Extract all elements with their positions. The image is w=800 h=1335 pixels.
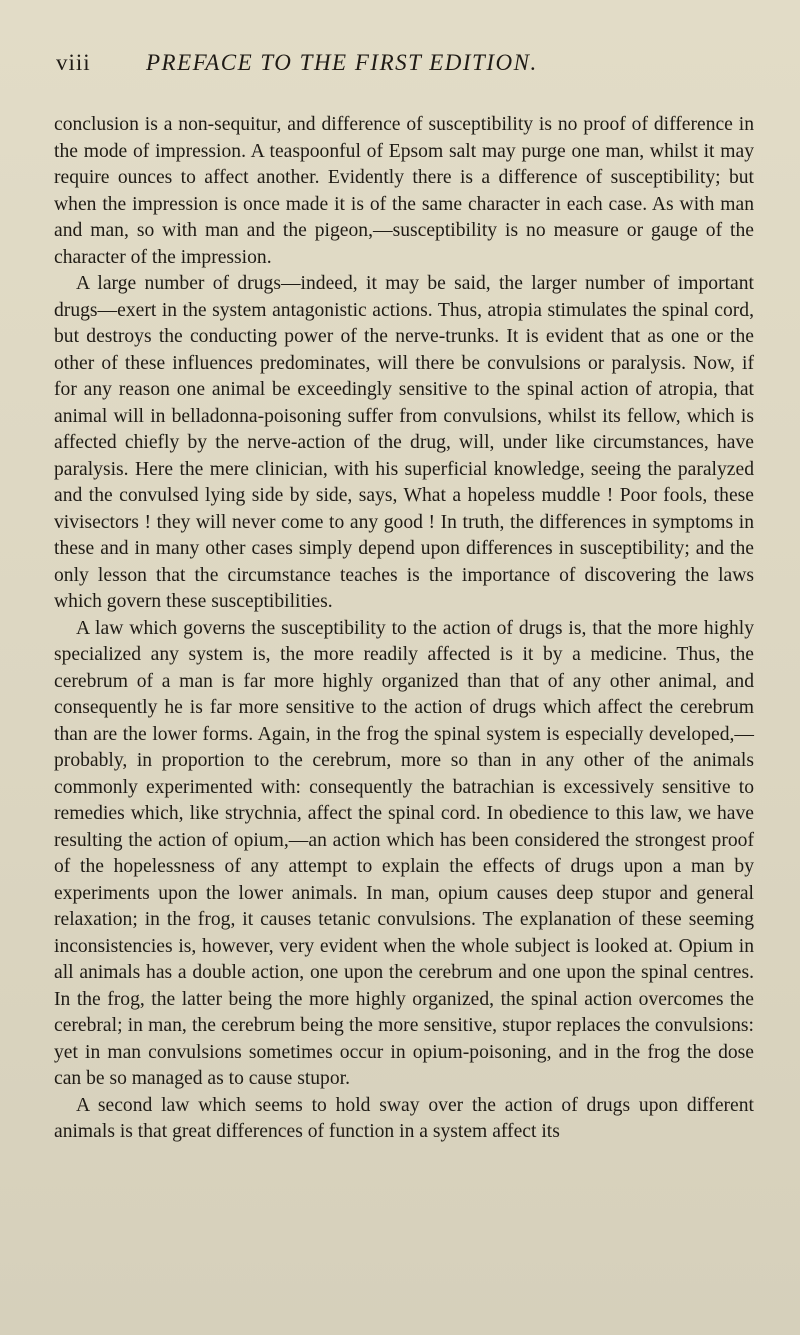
running-title: PREFACE TO THE FIRST EDITION. bbox=[146, 50, 538, 75]
paragraph-1: conclusion is a non-sequitur, and difference of susceptibility is no proof of difference in the mode of impression. A teaspoonful of Epsom salt may purge one man, whilst it may require ounces to affect another. Evidently there is a difference of susceptibility; but when the impression is once made it is of the same character in each case. As with man and man, so with man and the pigeon,—susceptibility is no measure or gauge of the character of the impression. bbox=[54, 114, 754, 268]
paragraph-2: A large number of drugs—indeed, it may be said, the larger number of important drugs—exert in the system antagonistic actions. Thus, atropia stimulates the spinal cord, but destroys the conducting power of the nerve-trunks. It is evident that as one or the other of these influences predominates, will there be convulsions or paralysis. Now, if for any reason one animal be exceedingly sensitive to the spinal action of atropia, that animal will in belladonna-poisoning suffer from convulsions, whilst its fellow, which is affected chiefly by the nerve-action of the drug, will, under like circumstances, have paralysis. Here the mere clinician, with his superficial knowledge, seeing the paralyzed and the convulsed lying side by side, says, What a hopeless muddle ! Poor fools, these vivisectors ! they will never come to any good ! In truth, the differences in symptoms in these and in many other cases simply depend upon differences in susceptibility; and the only lesson that the circumstance teaches is the importance of discovering the laws which govern these susceptibilities. bbox=[54, 273, 754, 612]
body-text bbox=[54, 112, 754, 1146]
running-head bbox=[56, 50, 756, 90]
page-number: viii bbox=[56, 50, 91, 75]
paragraph-4: A second law which seems to hold sway over the action of drugs upon different animals is that great differences of function in a system affect its bbox=[54, 1094, 754, 1142]
paragraph-3: A law which governs the susceptibility to the action of drugs is, that the more highly specialized any system is, the more readily affected is it by a medicine. Thus, the cerebrum of a man is far more highly organized than that of any other animal, and consequently he is far more sensitive to the action of drugs which affect the cerebrum than are the lower forms. Again, in the frog the spinal system is especially developed,—probably, in proportion to the cerebrum, more so than in any other of the animals commonly experimented with: consequently the batrachian is excessively sensitive to remedies which, like strychnia, affect the spinal cord. In obedience to this law, we have resulting the action of opium,—an action which has been considered the strongest proof of the hopelessness of any attempt to explain the effects of drugs upon a man by experiments upon the lower animals. In man, opium causes deep stupor and general relaxation; in the frog, it causes tetanic convulsions. The explanation of these seeming inconsistencies is, however, very evident when the whole subject is looked at. Opium in all animals has a double action, one upon the cerebrum and one upon the spinal centres. In the frog, the latter being the more highly organized, the spinal action overcomes the cerebral; in man, the cerebrum being the more sensitive, stupor replaces the convulsions: yet in man convulsions sometimes occur in opium-poisoning, and in the frog the dose can be so managed as to cause stupor. bbox=[54, 617, 754, 1089]
